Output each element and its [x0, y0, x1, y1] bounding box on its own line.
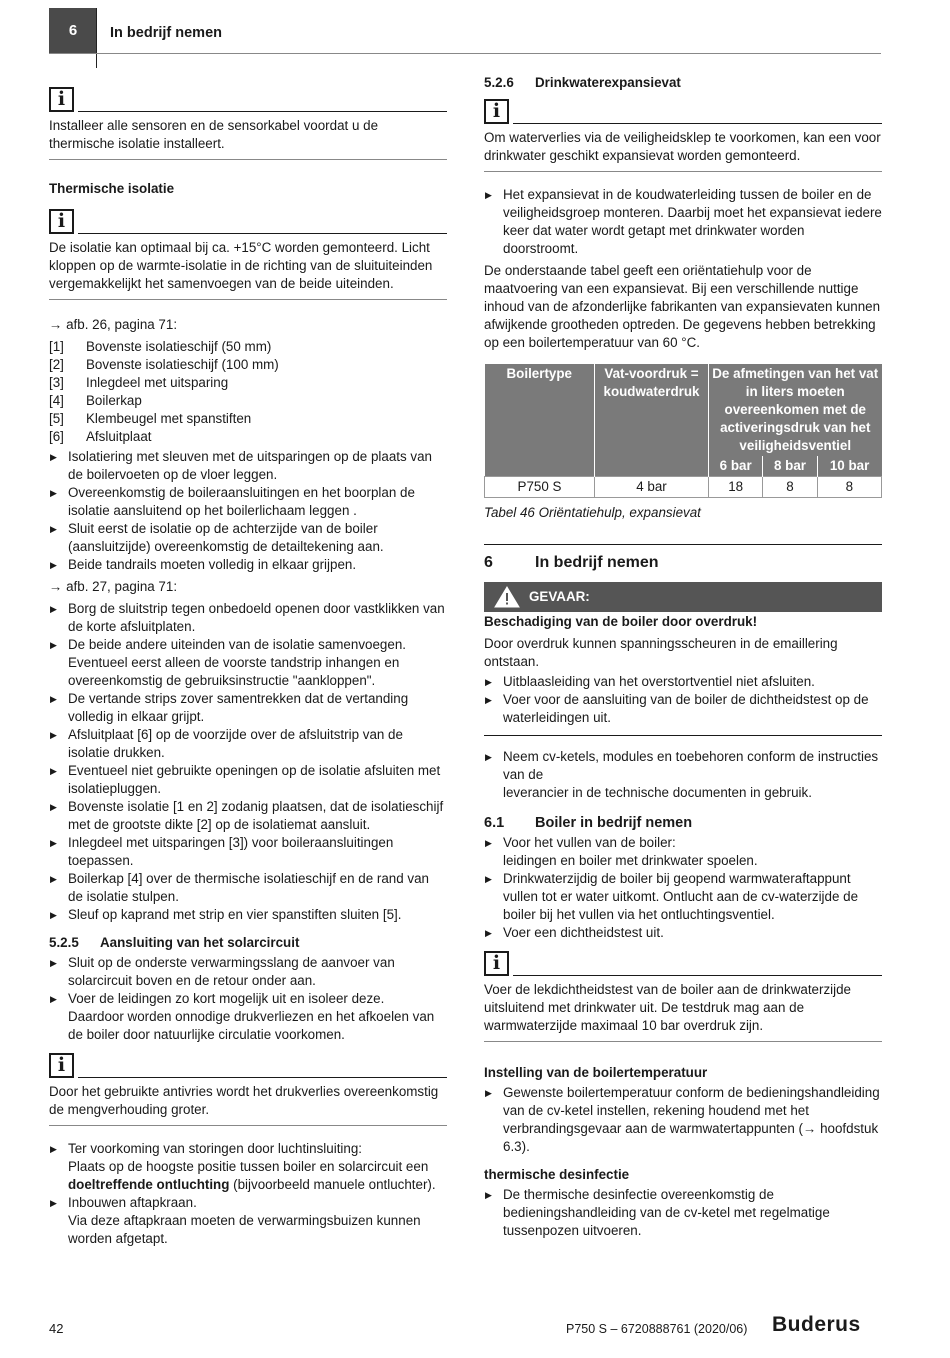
instruction-list — [49, 448, 447, 574]
info-text: Voer de lekdichtheidstest van de boiler aan de drinkwaterzijde uitsluitend met drinkwater uit. De testdruk mag aan de warmwaterzijde maximaal 10 bar overdruk zijn. — [484, 982, 851, 1033]
subheading-thermal-disinfection: thermische desinfectie — [484, 1167, 630, 1182]
danger-text: Door overdruk kunnen spanningsscheuren in de emaillering ontstaan. — [484, 636, 838, 669]
header-divider — [96, 8, 97, 68]
section-heading-6-1: 6.1 Boiler in bedrijf nemen — [484, 815, 693, 831]
figure-legend — [49, 338, 447, 446]
legend-item: [5] Klembeugel met spanstiften — [49, 411, 252, 426]
header-rule — [49, 53, 881, 54]
instruction-step: ▶ Voer de leidingen zo kort mogelijk uit en isoleer deze. Daardoor worden onnodige drukverliezen en het afkoelen van de boiler door natuurlijke circulatie voorkomen. — [49, 990, 447, 1044]
danger-title: Beschadiging van de boiler door overdruk! — [484, 614, 758, 629]
instruction-step: ▶ Beide tandrails moeten volledig in elkaar grijpen. — [49, 556, 447, 574]
section-heading-5-2-6: 5.2.6 Drinkwaterexpansievat — [484, 75, 681, 90]
info-note-insulation — [49, 208, 447, 300]
instruction-step: ▶ Bovenste isolatie [1 en 2] zodanig plaatsen, dat de isolatieschijf met de grootste dikte [2] op de isolatiemat aansluit. — [49, 798, 447, 834]
instruction-step: ▶ Borg de sluitstrip tegen onbedoeld openen door vastklikken van de korte afsluitplaten. — [49, 600, 447, 636]
info-icon: i — [484, 951, 509, 976]
table-row: P750 S 4 bar 18 8 8 — [485, 477, 882, 498]
info-note-antifreeze — [49, 1052, 447, 1126]
figure-reference: → afb. 27, pagina 71: — [49, 579, 178, 594]
section-heading-5-2-5: 5.2.5 Aansluiting van het solarcircuit — [49, 935, 300, 950]
chapter-number-tab: 6 — [49, 8, 97, 54]
instruction-list — [484, 673, 882, 727]
info-icon: i — [49, 1053, 74, 1078]
info-note-expansion — [484, 98, 882, 172]
legend-item: [2] Bovenste isolatieschijf (100 mm) — [49, 357, 279, 372]
instruction-step: ▶ Inbouwen aftapkraan. Via deze aftapkraan moeten de verwarmingsbuizen kunnen worden afgetapt. — [49, 1194, 447, 1248]
instruction-list — [484, 1084, 882, 1156]
left-column — [49, 86, 447, 1248]
info-text: De isolatie kan optimaal bij ca. +15°C worden gemonteerd. Licht kloppen op de warmte-isolatie in de richting van de sluituiteinden vergemakkelijkt het samenvoegen van de beide uiteinden. — [49, 240, 433, 291]
info-text: Installeer alle sensoren en de sensorkabel voordat u de thermische isolatie installeert. — [49, 118, 379, 151]
col-header-vat: Vat-voordruk = koudwaterdruk — [595, 364, 709, 477]
instruction-step: ▶ Boilerkap [4] over de thermische isolatieschijf en de rand van de isolatie stulpen. — [49, 870, 447, 906]
instruction-step: ▶ De thermische desinfectie overeenkomstig de bedieningshandleiding van de cv-ketel met regelmatige tussenpozen uitvoeren. — [484, 1186, 882, 1240]
instruction-step: ▶ Afsluitplaat [6] op de voorzijde over de afsluitstrip van de isolatie drukken. — [49, 726, 447, 762]
info-text: Om waterverlies via de veiligheidsklep te voorkomen, kan een voor drinkwater geschikt expansievat worden gemonteerd. — [484, 130, 881, 163]
chapter-heading-6: 6 In bedrijf nemen — [484, 544, 882, 572]
instruction-step: ▶ Isolatiering met sleuven met de uitsparingen op de plaats van de boilervoeten op de vloer leggen. — [49, 448, 447, 484]
instruction-step: ▶ Voer voor de aansluiting van de boiler de dichtheidstest op de waterleidingen uit. — [484, 691, 882, 727]
instruction-step: ▶ Voer een dichtheidstest uit. — [484, 924, 882, 942]
right-column — [484, 74, 882, 1240]
danger-bar: GEVAAR: — [484, 582, 882, 612]
instruction-list — [484, 186, 882, 258]
col-header-8bar: 8 bar — [763, 456, 817, 477]
buderus-logo: Buderus — [772, 1313, 861, 1336]
instruction-step: ▶ Uitblaasleiding van het overstortventiel niet afsluiten. — [484, 673, 882, 691]
info-icon: i — [49, 87, 74, 112]
instruction-list — [49, 1140, 447, 1248]
instruction-step: ▶ Sluit op de onderste verwarmingsslang de aanvoer van solarcircuit boven en de retour onder aan. — [49, 954, 447, 990]
info-note-sensors — [49, 86, 447, 160]
instruction-step: ▶ Eventueel niet gebruikte openingen op de isolatie afsluiten met isolatiepluggen. — [49, 762, 447, 798]
document-id: P750 S – 6720888761 (2020/06) — [566, 1322, 748, 1336]
instruction-list — [49, 954, 447, 1044]
instruction-step: ▶ Het expansievat in de koudwaterleiding tussen de boiler en de veiligheidsgroep monteren. Daarbij moet het expansievat iedere keer dat water wordt getapt met drinkwater worden doorstroomt. — [484, 186, 882, 258]
info-note-leaktest — [484, 950, 882, 1042]
instruction-step: ▶ Drinkwaterzijdig de boiler bij geopend warmwateraftappunt vullen tot er water uitkomt. Ontlucht aan de cv-waterzijde de boiler bij het vullen via het ontluchtingsventiel. — [484, 870, 882, 924]
legend-item: [4] Boilerkap — [49, 393, 142, 408]
instruction-step: ▶ De beide andere uiteinden van de isolatie samenvoegen. Eventueel eerst alleen de voorste tandstrip inhangen en overeenkomstig de gebruiksinstructie "aankloppen". — [49, 636, 447, 690]
instruction-step: ▶ Sluit eerst de isolatie op de achterzijde van de boiler (aansluitzijde) overeenkomstig de detailtekening aan. — [49, 520, 447, 556]
instruction-step: ▶ Voor het vullen van de boiler: leidingen en boiler met drinkwater spoelen. — [484, 834, 882, 870]
legend-item: [1] Bovenste isolatieschijf (50 mm) — [49, 339, 272, 354]
info-text: Door het gebruikte antivries wordt het drukverlies overeenkomstig de mengverhouding groter. — [49, 1084, 439, 1117]
info-icon: i — [49, 209, 74, 234]
table-caption: Tabel 46 Oriëntatiehulp, expansievat — [484, 505, 701, 520]
page-number: 42 — [49, 1321, 64, 1336]
instruction-list — [484, 748, 882, 802]
instruction-step: ▶ Neem cv-ketels, modules en toebehoren conform de instructies van de leverancier in de technische documenten in gebruik. — [484, 748, 882, 802]
figure-reference: → afb. 26, pagina 71: — [49, 317, 178, 332]
instruction-step: ▶ Inlegdeel met uitsparingen [3]) voor boileraansluitingen toepassen. — [49, 834, 447, 870]
instruction-step: ▶ Gewenste boilertemperatuur conform de bedieningshandleiding van de cv-ketel instellen, rekening houdend met het verbrandingsgevaar aan de warmwatertappunten (→ hoofdstuk 6.3). — [484, 1084, 882, 1156]
info-icon: i — [484, 99, 509, 124]
legend-item: [3] Inlegdeel met uitsparing — [49, 375, 229, 390]
col-header-boilertype: Boilertype — [485, 364, 595, 477]
col-header-10bar: 10 bar — [817, 456, 881, 477]
subheading-boiler-temperature: Instelling van de boilertemperatuur — [484, 1065, 708, 1080]
col-header-6bar: 6 bar — [709, 456, 763, 477]
instruction-step: ▶ Ter voorkoming van storingen door luchtinsluiting: Plaats op de hoogste positie tussen boiler en solarcircuit een doeltreffende ontluchting (bijvoorbeeld manuele ontluchter). — [49, 1140, 447, 1194]
instruction-step: ▶ De vertande strips zover samentrekken dat de vertanding volledig in elkaar grijpt. — [49, 690, 447, 726]
instruction-list — [484, 834, 882, 942]
danger-block — [484, 613, 882, 736]
instruction-step: ▶ Overeenkomstig de boileraansluitingen en het boorplan de isolatie aansluitend op het boilerlichaam leggen . — [49, 484, 447, 520]
orientation-table — [484, 364, 882, 498]
warning-triangle-icon — [484, 586, 529, 608]
instruction-step: ▶ Sleuf op kaprand met strip en vier spanstiften sluiten [5]. — [49, 906, 447, 924]
legend-item: [6] Afsluitplaat — [49, 429, 152, 444]
subheading-thermal-insulation: Thermische isolatie — [49, 181, 175, 196]
col-header-dimensions: De afmetingen van het vat in liters moeten overeenkomen met de activeringsdruk van het veiligheidsventiel — [709, 364, 882, 456]
instruction-list — [49, 600, 447, 924]
chapter-title: In bedrijf nemen — [110, 25, 222, 41]
paragraph: De onderstaande tabel geeft een oriëntatiehulp voor de maatvoering van een expansievat. Bij een verschillende nuttige inhoud van de afzonderlijke fabrikanten van expansievaten kunnen afwijkende grootheden optreden. De gegevens hebben betrekking op een boilertemperatuur van 60 °C. — [484, 263, 881, 350]
instruction-list — [484, 1186, 882, 1240]
